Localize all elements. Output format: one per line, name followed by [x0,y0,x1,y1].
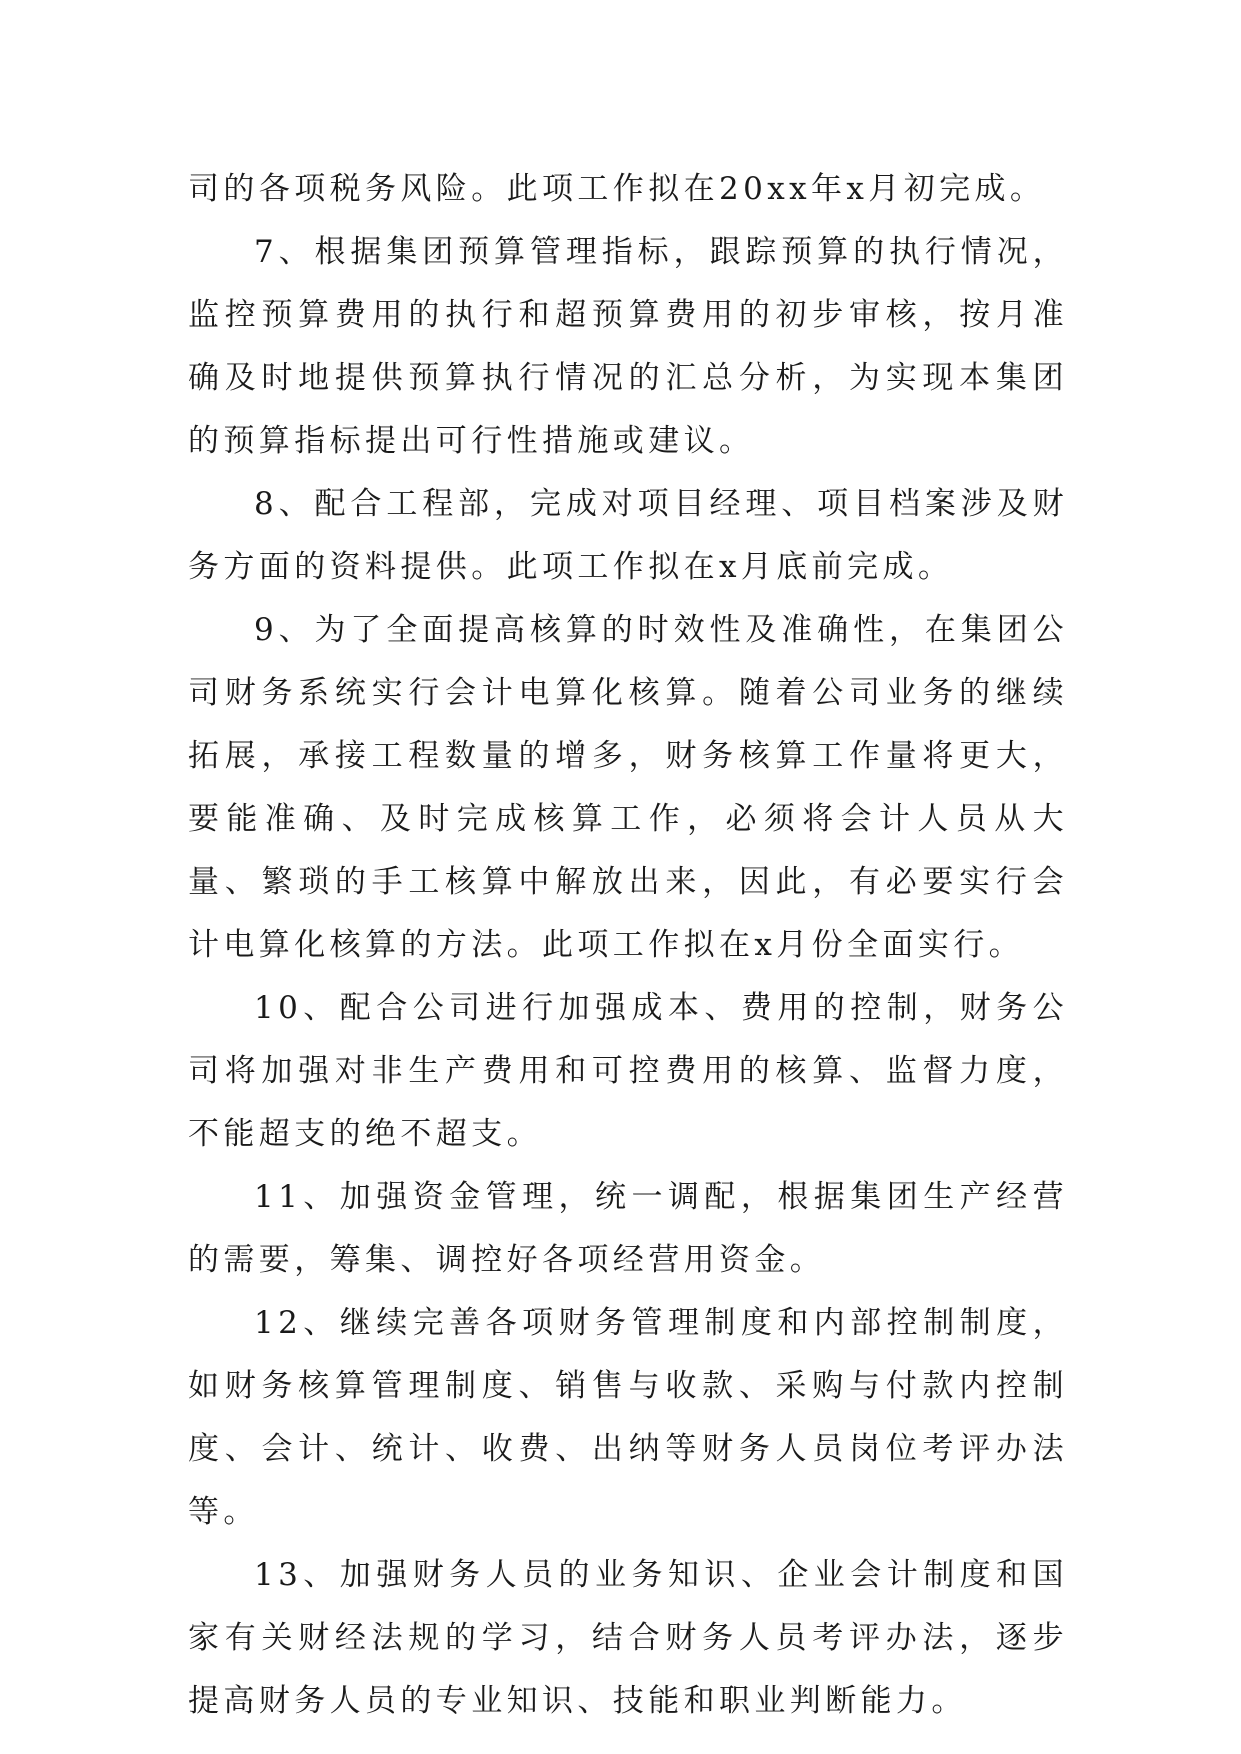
paragraph-item-7: 7、根据集团预算管理指标，跟踪预算的执行情况，监控预算费用的执行和超预算费用的初步审核，按月准确及时地提供预算执行情况的汇总分析，为实现本集团的预算指标提出可行性措施或建议。 [188,234,1068,459]
paragraph-item-8: 8、配合工程部，完成对项目经理、项目档案涉及财务方面的资料提供。此项工作拟在x月底前完成。 [188,486,1068,585]
paragraph-item-13: 13、加强财务人员的业务知识、企业会计制度和国家有关财经法规的学习，结合财务人员考评办法，逐步提高财务人员的专业知识、技能和职业判断能力。 [188,1557,1068,1719]
paragraph-item-12: 12、继续完善各项财务管理制度和内部控制制度，如财务核算管理制度、销售与收款、采购与付款内控制度、会计、统计、收费、出纳等财务人员岗位考评办法等。 [188,1305,1068,1530]
paragraph-item-9: 9、为了全面提高核算的时效性及准确性，在集团公司财务系统实行会计电算化核算。随着公司业务的继续拓展，承接工程数量的增多，财务核算工作量将更大，要能准确、及时完成核算工作，必须将会计人员从大量、繁琐的手工核算中解放出来，因此，有必要实行会计电算化核算的方法。此项工作拟在x月份全面实行。 [188,612,1068,963]
document-body [188,158,1068,1733]
paragraph-item-10: 10、配合公司进行加强成本、费用的控制，财务公司将加强对非生产费用和可控费用的核算、监督力度，不能超支的绝不超支。 [188,990,1068,1152]
paragraph-item-11: 11、加强资金管理，统一调配，根据集团生产经营的需要，筹集、调控好各项经营用资金。 [188,1179,1068,1278]
paragraph-continuation: 司的各项税务风险。此项工作拟在20xx年x月初完成。 [188,171,1046,207]
